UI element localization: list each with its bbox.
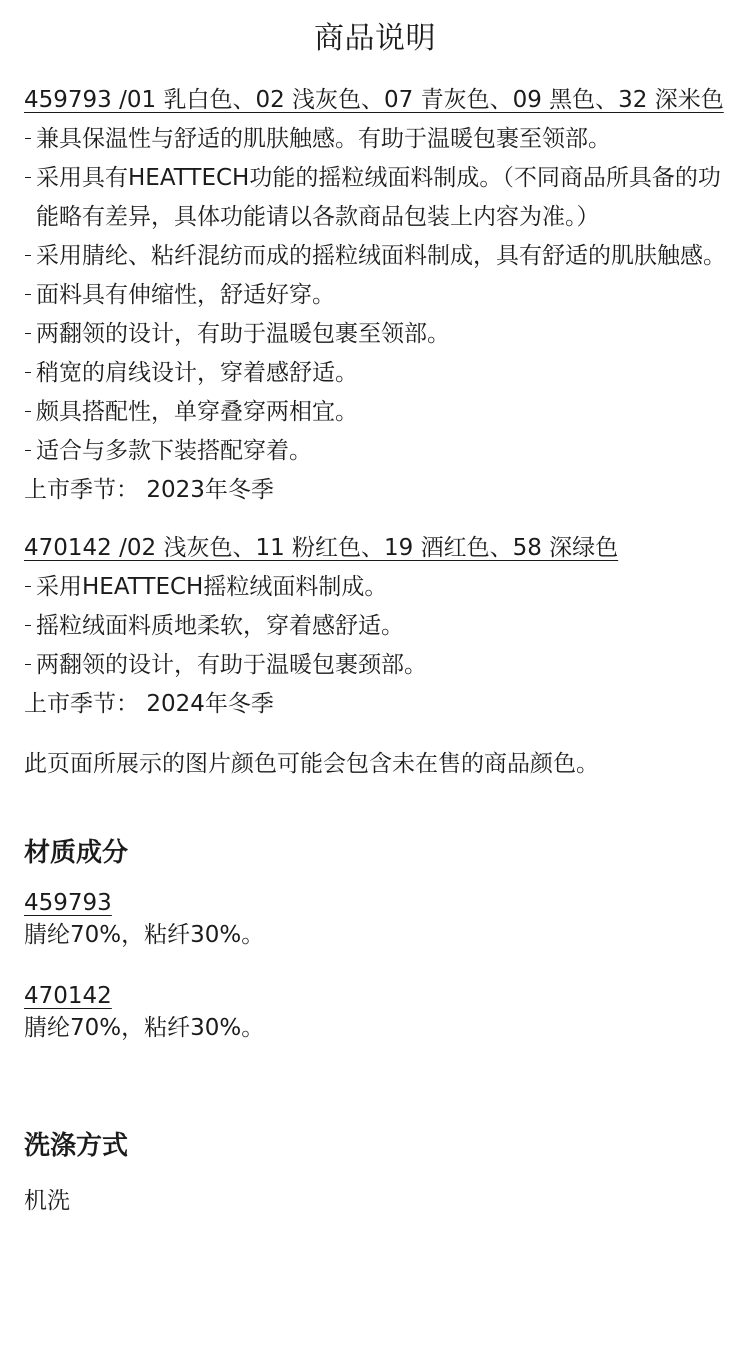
release-season bbox=[24, 685, 726, 724]
feature-item: 面料具有伸缩性，舒适好穿。 bbox=[24, 276, 726, 315]
material-item-459793 bbox=[24, 887, 726, 951]
page-title: 商品说明 bbox=[314, 21, 436, 56]
color-availability-notice: 此页面所展示的图片颜色可能会包含未在售的商品颜色。 bbox=[24, 751, 599, 777]
material-heading: 材质成分 bbox=[24, 838, 129, 868]
release-season-value: 2024年冬季 bbox=[146, 691, 274, 717]
feature-item: 颇具搭配性，单穿叠穿两相宜。 bbox=[24, 393, 726, 432]
release-season-label: 上市季节： bbox=[24, 691, 139, 717]
washing-method: 机洗 bbox=[24, 1188, 70, 1214]
feature-item: 采用具有HEATTECH功能的摇粒绒面料制成。（不同商品所具备的功能略有差异，具体功能请以各款商品包装上内容为准。） bbox=[24, 159, 726, 237]
product-color-header: 459793 /01 乳白色、02 浅灰色、07 青灰色、09 黑色、32 深米色 bbox=[24, 87, 724, 113]
feature-item: 采用HEATTECH摇粒绒面料制成。 bbox=[24, 568, 726, 607]
feature-item: 采用腈纶、粘纤混纺而成的摇粒绒面料制成，具有舒适的肌肤触感。 bbox=[24, 237, 726, 276]
material-product-code: 459793 bbox=[24, 890, 112, 916]
material-product-code: 470142 bbox=[24, 983, 112, 1009]
release-season-label: 上市季节： bbox=[24, 477, 139, 503]
release-season bbox=[24, 471, 726, 510]
product-block-470142 bbox=[24, 529, 726, 724]
material-composition: 腈纶70%，粘纤30%。 bbox=[24, 922, 265, 948]
feature-item: 适合与多款下装搭配穿着。 bbox=[24, 432, 726, 471]
feature-list bbox=[24, 568, 726, 685]
material-item-470142 bbox=[24, 980, 726, 1044]
release-season-value: 2023年冬季 bbox=[146, 477, 274, 503]
washing-heading: 洗涤方式 bbox=[24, 1131, 129, 1161]
feature-item: 两翻领的设计，有助于温暖包裹颈部。 bbox=[24, 646, 726, 685]
feature-list bbox=[24, 120, 726, 471]
feature-item: 稍宽的肩线设计，穿着感舒适。 bbox=[24, 354, 726, 393]
material-composition: 腈纶70%，粘纤30%。 bbox=[24, 1015, 265, 1041]
product-color-header: 470142 /02 浅灰色、11 粉红色、19 酒红色、58 深绿色 bbox=[24, 535, 619, 561]
feature-item: 摇粒绒面料质地柔软，穿着感舒适。 bbox=[24, 607, 726, 646]
feature-item: 两翻领的设计，有助于温暖包裹至领部。 bbox=[24, 315, 726, 354]
product-block-459793 bbox=[24, 81, 726, 510]
feature-item: 兼具保温性与舒适的肌肤触感。有助于温暖包裹至领部。 bbox=[24, 120, 726, 159]
